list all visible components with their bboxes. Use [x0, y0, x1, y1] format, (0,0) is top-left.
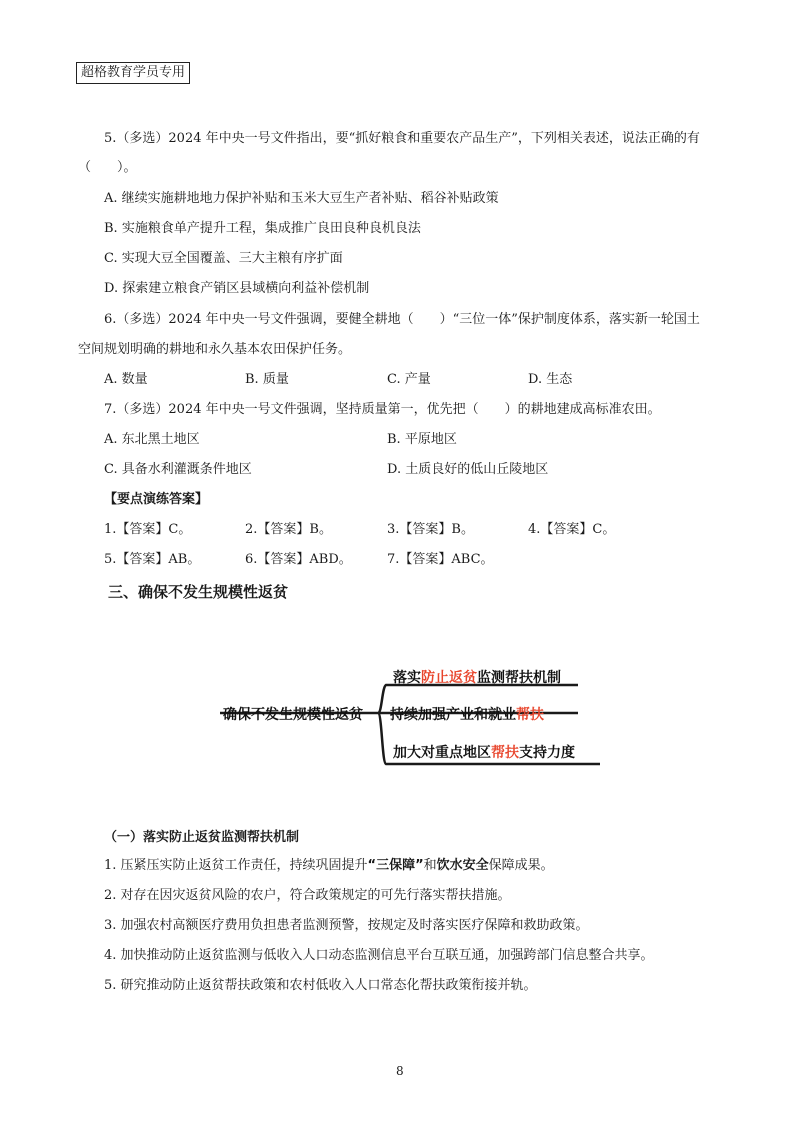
q5-stem-line1: 5.（多选）2024 年中央一号文件指出，要“抓好粮食和重要农产品生产”，下列相关表述，说法正确的有: [104, 131, 700, 146]
mindmap-branch-3-highlight: 帮扶: [491, 745, 519, 761]
page-number: 8: [396, 1064, 404, 1078]
answer-item: 6.【答案】ABD。: [245, 552, 352, 567]
q5-option-d: D. 探索建立粮食产销区县域横向利益补偿机制: [104, 281, 370, 296]
q6-option-a: A. 数量: [104, 372, 148, 387]
q7-option-d: D. 土质良好的低山丘陵地区: [387, 462, 549, 477]
mindmap-branch-3: [393, 742, 575, 762]
q7-option-b: B. 平原地区: [387, 432, 457, 447]
q6-stem-line1: 6.（多选）2024 年中央一号文件强调，要健全耕地（ ）“三位一体”保护制度体系，落实新一轮国土: [104, 312, 700, 327]
answer-item: 4.【答案】C。: [528, 522, 616, 537]
q5-option-a: A. 继续实施耕地地力保护补贴和玉米大豆生产者补贴、稻谷补贴政策: [104, 191, 499, 206]
subsection-1-item: 3. 加强农村高额医疗费用负担患者监测预警，按规定及时落实医疗保障和救助政策。: [104, 918, 589, 933]
answer-item: 3.【答案】B。: [387, 522, 474, 537]
subsection-1-item: 5. 研究推动防止返贫帮扶政策和农村低收入人口常态化帮扶政策衔接并轨。: [104, 978, 537, 993]
item-1-post: 保障成果。: [488, 858, 554, 873]
q5-stem-line2: （ ）。: [78, 160, 137, 175]
mindmap-branch-3-pre: 加大对重点地区: [393, 745, 491, 761]
mindmap-branch-3-post: 支持力度: [519, 745, 575, 761]
mindmap-branch-1-pre: 落实: [393, 670, 421, 686]
item-1-pre: 1. 压紧压实防止返贫工作责任，持续巩固提升: [104, 858, 368, 873]
mindmap-root: 确保不发生规模性返贫: [223, 707, 363, 723]
mindmap-branch-1-highlight: 防止返贫: [421, 670, 477, 686]
q7-stem: 7.（多选）2024 年中央一号文件强调，坚持质量第一，优先把（ ）的耕地建成高标准农田。: [104, 402, 661, 417]
q5-option-c: C. 实现大豆全国覆盖、三大主粮有序扩面: [104, 251, 343, 266]
item-1-bold-1: “三保障”: [367, 858, 424, 873]
mindmap-branch-2-highlight: 帮扶: [516, 707, 544, 723]
q7-option-c: C. 具备水利灌溉条件地区: [104, 462, 252, 477]
answer-item: 7.【答案】ABC。: [387, 552, 494, 567]
answer-item: 2.【答案】B。: [245, 522, 332, 537]
q6-option-b: B. 质量: [245, 372, 289, 387]
q6-option-d: D. 生态: [528, 372, 573, 387]
subsection-1-title: （一）落实防止返贫监测帮扶机制: [104, 830, 300, 845]
watermark-label: 超格教育学员专用: [76, 62, 190, 84]
answer-item: 1.【答案】C。: [104, 522, 192, 537]
item-1-mid: 和: [423, 858, 437, 873]
mindmap-branch-1: [393, 667, 561, 687]
answers-heading: 【要点演练答案】: [104, 492, 209, 507]
q6-stem-line2: 空间规划明确的耕地和永久基本农田保护任务。: [78, 342, 352, 357]
q5-option-b: B. 实施粮食单产提升工程，集成推广良田良种良机良法: [104, 221, 421, 236]
subsection-1-item: 2. 对存在因灾返贫风险的农户，符合政策规定的可先行落实帮扶措施。: [104, 888, 511, 903]
item-1-bold-2: 饮水安全: [436, 858, 489, 873]
mindmap-branch-2: [390, 704, 544, 724]
subsection-1-item: [104, 857, 554, 875]
subsection-1-item: 4. 加快推动防止返贫监测与低收入人口动态监测信息平台互联互通，加强跨部门信息整合共享。: [104, 948, 654, 963]
section-3-title: 三、确保不发生规模性返贫: [108, 583, 289, 601]
q7-option-a: A. 东北黑土地区: [104, 432, 200, 447]
mindmap-branch-1-post: 监测帮扶机制: [477, 670, 561, 686]
answer-item: 5.【答案】AB。: [104, 552, 201, 567]
mindmap-branch-2-pre: 持续加强产业和就业: [390, 707, 516, 723]
q6-option-c: C. 产量: [387, 372, 431, 387]
